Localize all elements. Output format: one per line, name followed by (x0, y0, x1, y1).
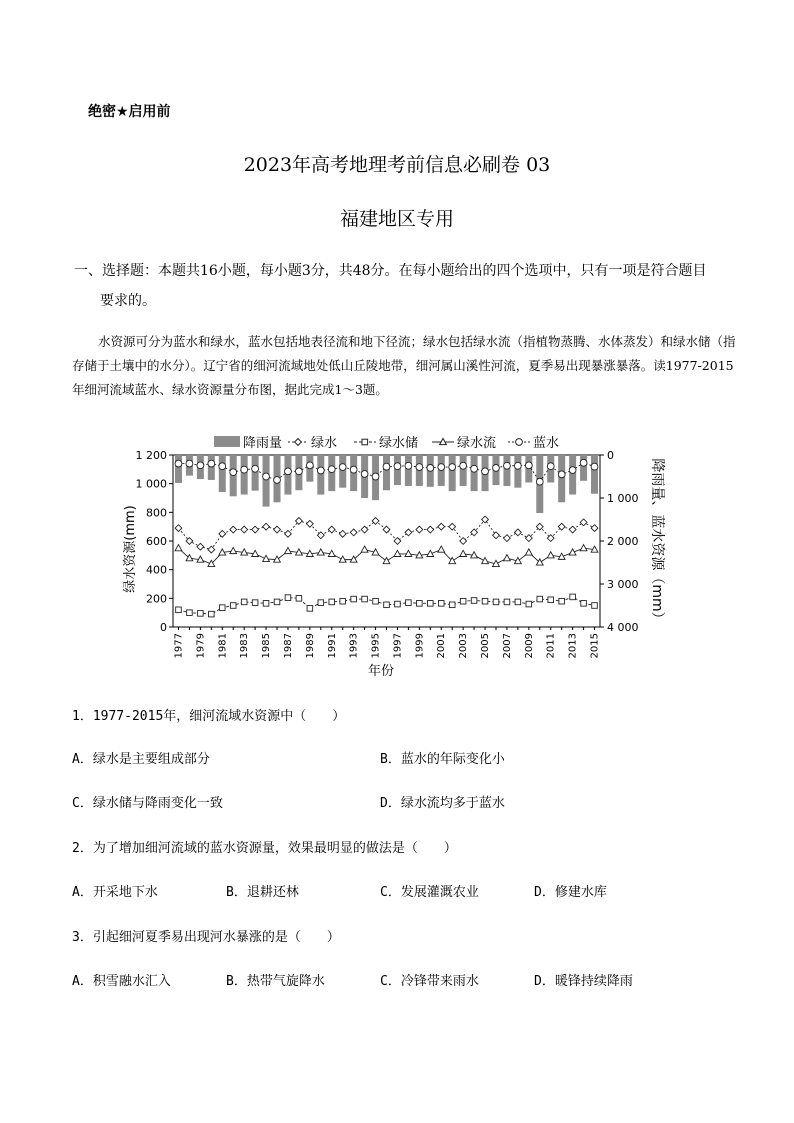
blue-water-point (569, 467, 576, 474)
green-flow-point (230, 547, 237, 553)
rainfall-bar (569, 455, 576, 495)
rainfall-bar (405, 455, 412, 486)
green-water-point (569, 526, 576, 533)
x-tick-label: 1979 (195, 633, 207, 659)
question-1-stem: 1．1977-2015年，细河流域水资源中（ ） (72, 709, 346, 724)
green-storage-point (285, 595, 291, 601)
question-1-option-d[interactable]: D．绿水流均多于蓝水 (380, 796, 505, 811)
question-3-option-c[interactable]: C．冷锋带来雨水 (380, 974, 479, 989)
blue-water-point (383, 463, 390, 470)
green-storage-point (176, 607, 182, 613)
legend-blue-marker (516, 439, 523, 446)
question-2-option-a[interactable]: A．开采地下水 (72, 885, 158, 900)
intro-paragraph: 水资源可分为蓝水和绿水，蓝水包括地表径流和地下径流；绿水包括绿水流（指植物蒸腾、水体蒸发）和绿水储（指存储于土壤中的水分）。辽宁省的细河流域地处低山丘陵地带，细河属山溪性河流，夏季易出现暴涨暴落。读1977-2015年细河流域蓝水、绿水资源量分布图，据此完成1～3题。 (72, 334, 736, 397)
x-tick-label: 2003 (458, 633, 470, 659)
y-tick-label-right: 1 000 (607, 492, 639, 505)
blue-water-point (449, 464, 456, 471)
blue-water-point (263, 473, 270, 480)
y-tick-label-left: 800 (146, 506, 167, 520)
question-2-option-b[interactable]: B．退耕还林 (226, 885, 299, 900)
rainfall-bar (252, 455, 259, 491)
blue-water-point (591, 463, 598, 470)
green-flow-point (460, 550, 467, 556)
question-3-option-d[interactable]: D．暖锋持续降雨 (534, 974, 633, 989)
question-2-stem: 2．为了增加细河流域的蓝水资源量，效果最明显的做法是（ ） (72, 841, 457, 856)
green-water-point (306, 520, 313, 527)
green-water-point (219, 530, 226, 537)
legend-blue-label: 蓝水 (533, 436, 560, 451)
rainfall-bar (514, 455, 521, 488)
rainfall-bar (208, 455, 215, 480)
y-tick-label-left: 400 (146, 563, 167, 577)
blue-water-point (175, 460, 182, 467)
green-storage-point (581, 601, 587, 607)
x-tick-label: 2005 (480, 633, 492, 659)
green-water-point (514, 529, 521, 536)
green-storage-point (526, 601, 532, 607)
chart-legend (214, 435, 559, 451)
question-2-option-c[interactable]: C．发展灌溉农业 (380, 885, 479, 900)
x-tick-label: 1991 (326, 633, 338, 659)
blue-water-point (208, 460, 215, 467)
green-flow-point (547, 552, 554, 558)
x-tick-label: 1993 (348, 633, 360, 659)
x-tick-label: 1983 (239, 633, 251, 659)
blue-water-point (219, 463, 226, 470)
y-tick-label-left: 0 (160, 621, 167, 634)
blue-water-point (317, 467, 324, 474)
blue-water-point (460, 462, 467, 469)
y-tick-label-left: 600 (146, 535, 167, 548)
green-storage-point (340, 598, 346, 604)
y-axis-label-right: 降雨量、蓝水资源（mm） (649, 458, 665, 626)
green-flow-point (525, 549, 532, 555)
blue-water-point (504, 462, 511, 469)
rainfall-bar (394, 455, 401, 485)
blue-water-point (471, 465, 478, 472)
x-tick-label: 1977 (173, 633, 185, 659)
green-storage-point (438, 601, 444, 607)
green-water-point (263, 523, 270, 530)
page-title: 2023年高考地理考前信息必刷卷 03 (243, 154, 551, 176)
blue-water-point (230, 469, 237, 476)
green-water-point (449, 523, 456, 530)
green-storage-point (417, 601, 423, 607)
blue-water-point (186, 460, 193, 467)
green-storage-point (449, 602, 455, 608)
green-storage-point (241, 599, 247, 605)
green-storage-point (515, 599, 521, 605)
green-storage-point (548, 597, 554, 603)
question-3-option-a[interactable]: A．积雪融水汇入 (72, 974, 171, 989)
green-water-point (208, 546, 215, 553)
question-3-option-b[interactable]: B．热带气旋降水 (226, 974, 325, 989)
green-flow-point (317, 549, 324, 555)
blue-water-point (482, 468, 489, 475)
rainfall-bar (263, 455, 270, 507)
green-storage-point (482, 598, 488, 604)
green-water-point (504, 535, 511, 542)
green-flow-point (405, 550, 412, 556)
series-line (178, 520, 594, 550)
rainfall-bar (449, 455, 456, 491)
green-water-point (350, 529, 357, 536)
green-storage-point (230, 603, 236, 609)
green-storage-point (307, 606, 313, 612)
blue-water-point (558, 471, 565, 478)
green-water-point (438, 523, 445, 530)
x-tick-label: 1995 (370, 633, 382, 659)
y-tick-label-left: 200 (146, 592, 167, 606)
green-storage-point (351, 596, 357, 602)
blue-water-point (339, 464, 346, 471)
blue-water-point (580, 459, 587, 466)
green-storage-point (198, 611, 204, 617)
green-storage-point (471, 598, 477, 604)
y-tick-label-right: 0 (607, 449, 614, 462)
question-2-option-d[interactable]: D．修建水库 (534, 885, 607, 900)
legend-rainfall-label: 降雨量 (243, 436, 283, 451)
blue-water-point (405, 462, 412, 469)
blue-water-point (416, 464, 423, 471)
x-tick-label: 1985 (261, 633, 273, 659)
section-heading-line2: 要求的。 (100, 293, 156, 309)
green-flow-point (285, 547, 292, 553)
green-flow-point (383, 557, 390, 563)
blue-water-point (306, 462, 313, 469)
y-tick-label-right: 3 000 (607, 578, 639, 591)
x-axis-label: 年份 (367, 664, 395, 679)
blue-water-point (241, 466, 248, 473)
x-tick-label: 2001 (436, 633, 448, 659)
x-tick-label: 2011 (545, 633, 557, 659)
green-water-point (482, 516, 489, 523)
green-water-point (339, 530, 346, 537)
green-flow-point (361, 546, 368, 552)
rainfall-bar (460, 455, 467, 486)
green-water-point (175, 525, 182, 532)
green-water-point (274, 526, 281, 533)
blue-water-point (438, 464, 445, 471)
blue-water-point (493, 465, 500, 472)
green-storage-point (395, 601, 401, 607)
green-water-point (493, 532, 500, 539)
legend-green-storage-marker (362, 439, 368, 445)
rainfall-bar (471, 455, 478, 491)
green-storage-point (559, 598, 565, 604)
green-storage-point (493, 599, 499, 605)
green-storage-point (252, 600, 258, 606)
rainfall-bar (339, 455, 346, 488)
question-1-option-b[interactable]: B．蓝水的年际变化小 (380, 752, 505, 767)
green-storage-point (219, 605, 225, 611)
legend-rainfall-swatch (214, 436, 240, 447)
rainfall-bar (175, 455, 182, 483)
water-resource-chart (118, 430, 665, 680)
green-water-point (252, 526, 259, 533)
green-storage-point (460, 598, 466, 604)
green-storage-point (504, 599, 510, 605)
green-water-point (230, 526, 237, 533)
green-storage-point (537, 596, 543, 602)
green-flow-point (339, 556, 346, 562)
blue-water-point (274, 477, 281, 484)
rainfall-bar (580, 455, 587, 481)
blue-water-point (525, 462, 532, 469)
blue-water-point (394, 463, 401, 470)
rainfall-bar (591, 455, 598, 494)
green-storage-point (274, 599, 280, 605)
page-subtitle: 福建地区专用 (339, 208, 454, 230)
question-1-option-c[interactable]: C．绿水储与降雨变化一致 (72, 796, 223, 811)
y-tick-label-right: 2 000 (607, 535, 639, 548)
green-storage-point (570, 594, 576, 600)
legend-green-flow-label: 绿水流 (457, 436, 497, 451)
chart-plot-area (136, 449, 639, 658)
green-flow-point (263, 555, 270, 561)
x-tick-label: 2013 (567, 633, 579, 659)
section-heading-line1: 一、选择题：本题共16小题，每小题3分，共48分。在每小题给出的四个选项中，只有一项是符合题目 (74, 263, 707, 279)
green-water-point (328, 526, 335, 533)
green-storage-point (406, 600, 412, 606)
confidential-label: 绝密★启用前 (88, 104, 171, 120)
green-storage-point (296, 596, 302, 602)
blue-water-point (372, 473, 379, 480)
green-flow-point (394, 550, 401, 556)
green-storage-point (209, 611, 215, 617)
green-water-point (197, 543, 204, 550)
green-flow-point (504, 555, 511, 561)
green-storage-point (362, 596, 368, 602)
blue-water-point (536, 478, 543, 485)
blue-water-point (427, 465, 434, 472)
y-tick-label-left: 1 000 (135, 477, 167, 491)
section-heading (74, 256, 734, 316)
blue-water-point (514, 462, 521, 469)
rainfall-bar (317, 455, 324, 495)
x-tick-label: 2009 (523, 633, 535, 659)
green-storage-point (592, 603, 598, 609)
green-water-point (427, 526, 434, 533)
green-flow-point (175, 545, 182, 551)
green-water-point (241, 526, 248, 533)
rainfall-bar (383, 455, 390, 490)
rainfall-bar (241, 455, 248, 495)
x-tick-label: 2007 (501, 633, 513, 659)
question-3-stem: 3．引起细河夏季易出现河水暴涨的是（ ） (72, 930, 340, 945)
green-water-point (591, 525, 598, 532)
green-storage-point (373, 598, 379, 604)
x-tick-label: 1981 (217, 633, 229, 659)
rainfall-bar (219, 455, 226, 492)
green-storage-point (263, 601, 269, 607)
blue-water-point (252, 465, 259, 472)
rainfall-bar (503, 455, 510, 486)
question-1-option-a[interactable]: A．绿水是主要组成部分 (72, 752, 210, 767)
blue-water-point (361, 471, 368, 478)
legend-green-label: 绿水 (311, 436, 338, 451)
green-flow-point (482, 557, 489, 563)
green-flow-point (438, 546, 445, 552)
green-water-point (416, 526, 423, 533)
blue-water-point (350, 466, 357, 473)
green-flow-point (580, 545, 587, 551)
blue-water-point (328, 466, 335, 473)
green-storage-point (187, 610, 193, 616)
legend-green-marker (295, 439, 302, 446)
x-tick-label: 1999 (414, 633, 426, 659)
rainfall-bar (558, 455, 565, 502)
green-storage-point (329, 599, 335, 605)
green-water-point (580, 519, 587, 526)
green-storage-point (318, 600, 324, 606)
blue-water-point (296, 468, 303, 475)
y-axis-label-left: 绿水资源(mm) (123, 505, 138, 593)
y-tick-label-right: 4 000 (607, 621, 639, 634)
y-tick-label-left: 1 200 (135, 449, 167, 462)
rainfall-bar (328, 455, 335, 491)
x-tick-label: 2015 (589, 633, 601, 659)
blue-water-point (547, 463, 554, 470)
x-tick-label: 1987 (282, 633, 294, 659)
blue-water-point (285, 468, 292, 475)
blue-water-point (197, 462, 204, 469)
green-water-point (285, 530, 292, 537)
x-tick-label: 1997 (392, 633, 404, 659)
legend-green-storage-label: 绿水储 (379, 436, 419, 451)
green-storage-point (384, 602, 390, 608)
x-tick-label: 1989 (304, 633, 316, 659)
green-storage-point (427, 601, 433, 607)
